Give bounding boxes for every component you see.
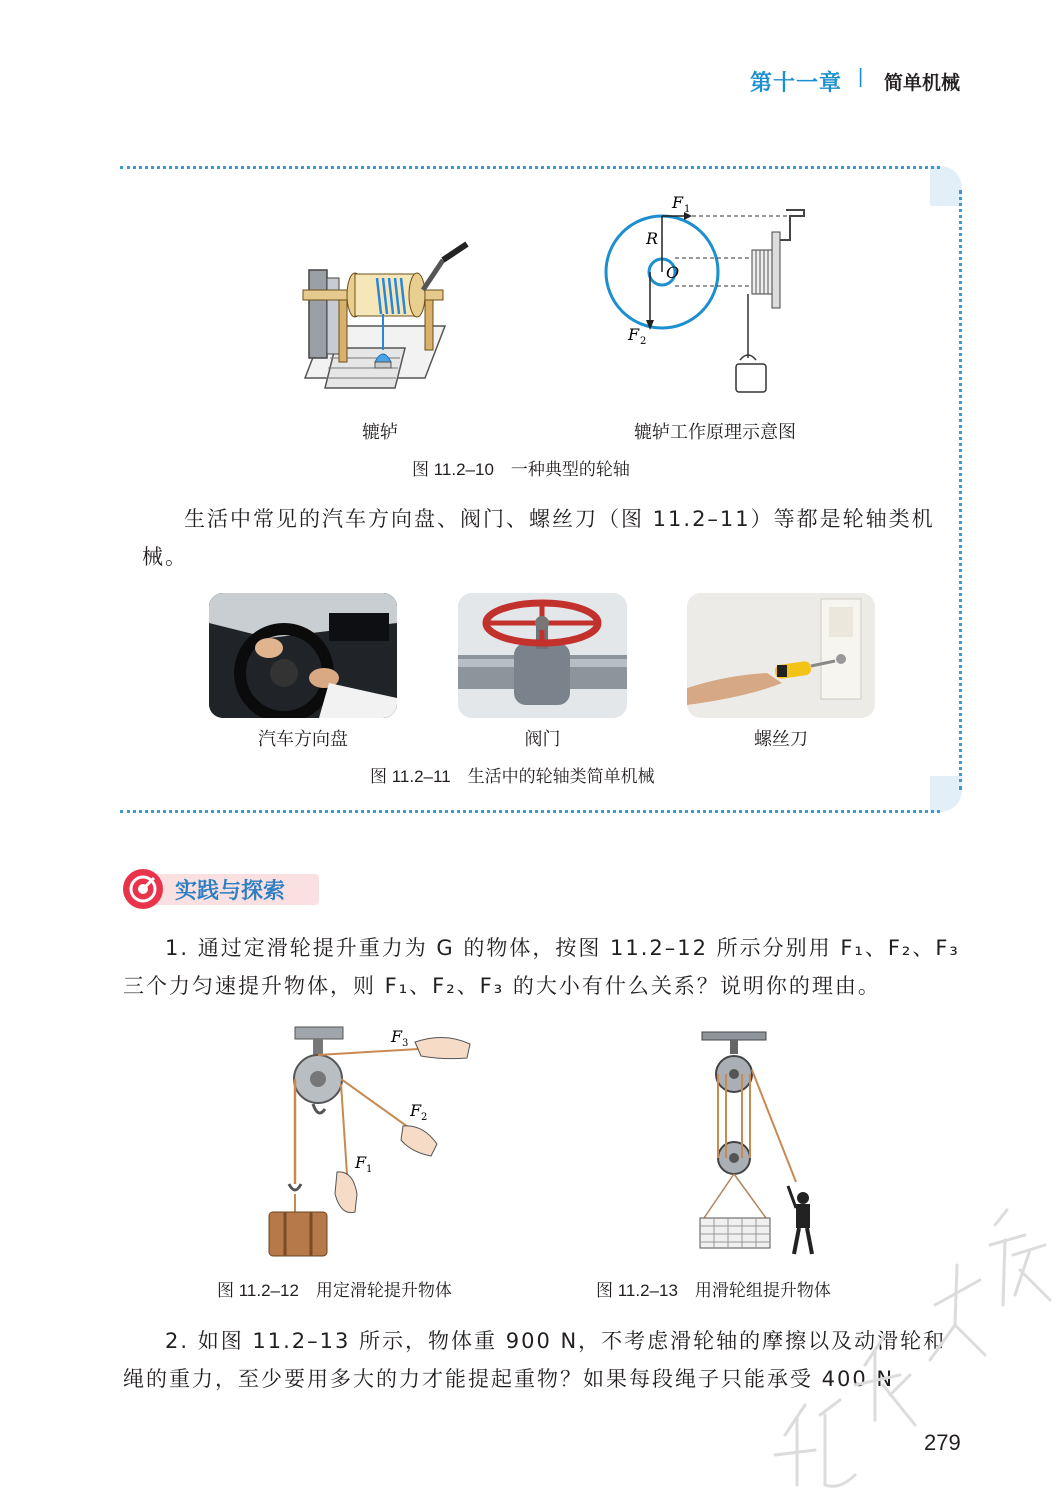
valve-photo	[458, 593, 627, 718]
question-2: 2. 如图 11.2–13 所示，物体重 900 N，不考虑滑轮轴的摩擦以及动滑轮和绳的重力，至少要用多大的力才能提起重物？如果每段绳子只能承受 400 N	[123, 1329, 947, 1391]
windlass-caption: 辘轳	[362, 422, 398, 443]
figure-11-2-11-caption: 图 11.2–11 生活中的轮轴类简单机械	[370, 767, 655, 786]
publisher-watermark	[745, 1185, 1055, 1500]
screwdriver-photo	[687, 593, 875, 718]
force-f1-label-pulley: F	[355, 1153, 367, 1172]
fixed-pulley-illustration	[255, 1024, 485, 1264]
windlass-principle-caption: 辘轳工作原理示意图	[634, 422, 796, 443]
figure-11-2-13-caption: 图 11.2–13 用滑轮组提升物体	[596, 1281, 831, 1300]
chapter-title: 简单机械	[884, 73, 961, 94]
chapter-label: 第十一章	[750, 70, 843, 95]
steering-wheel-caption: 汽车方向盘	[258, 729, 348, 750]
force-f1-subscript-pulley: 1	[366, 1164, 373, 1175]
question-1: 1. 通过定滑轮提升重力为 G 的物体，按图 11.2–12 所示分别用 F₁、F₂、F₃ 三个力匀速提升物体，则 F₁、F₂、F₃ 的大小有什么关系？说明你的理由。	[123, 936, 960, 998]
force-f1-subscript: 1	[684, 204, 691, 215]
wheel-axle-paragraph: 生活中常见的汽车方向盘、阀门、螺丝刀（图 11.2–11）等都是轮轴类机械。	[142, 507, 935, 569]
valve-caption: 阀门	[524, 729, 561, 750]
screwdriver-caption: 螺丝刀	[754, 729, 808, 750]
axis-label: O	[666, 263, 680, 282]
page-number: 279	[924, 1430, 961, 1455]
force-f2-label-pulley: F	[410, 1101, 422, 1120]
box-border-right	[959, 190, 962, 790]
header-separator: |	[858, 66, 864, 88]
steering-wheel-photo	[209, 593, 397, 718]
figure-11-2-10-caption: 图 11.2–10 一种典型的轮轴	[412, 460, 630, 479]
windlass-principle-diagram	[600, 188, 820, 410]
force-f2-label: F	[628, 325, 640, 344]
windlass-illustration	[295, 238, 475, 406]
figure-11-2-12-caption: 图 11.2–12 用定滑轮提升物体	[217, 1281, 452, 1300]
force-f3-label: F	[391, 1027, 403, 1046]
force-f2-subscript-pulley: 2	[421, 1112, 428, 1123]
radius-label: R	[646, 229, 659, 248]
force-f3-subscript: 3	[402, 1038, 409, 1049]
box-border-top	[120, 166, 940, 169]
force-f1-label: F	[672, 193, 684, 212]
target-icon	[123, 869, 163, 909]
section-tag	[123, 869, 323, 909]
section-title: 实践与探索	[175, 878, 286, 903]
force-f2-subscript: 2	[640, 336, 647, 347]
box-border-bottom	[120, 810, 940, 813]
